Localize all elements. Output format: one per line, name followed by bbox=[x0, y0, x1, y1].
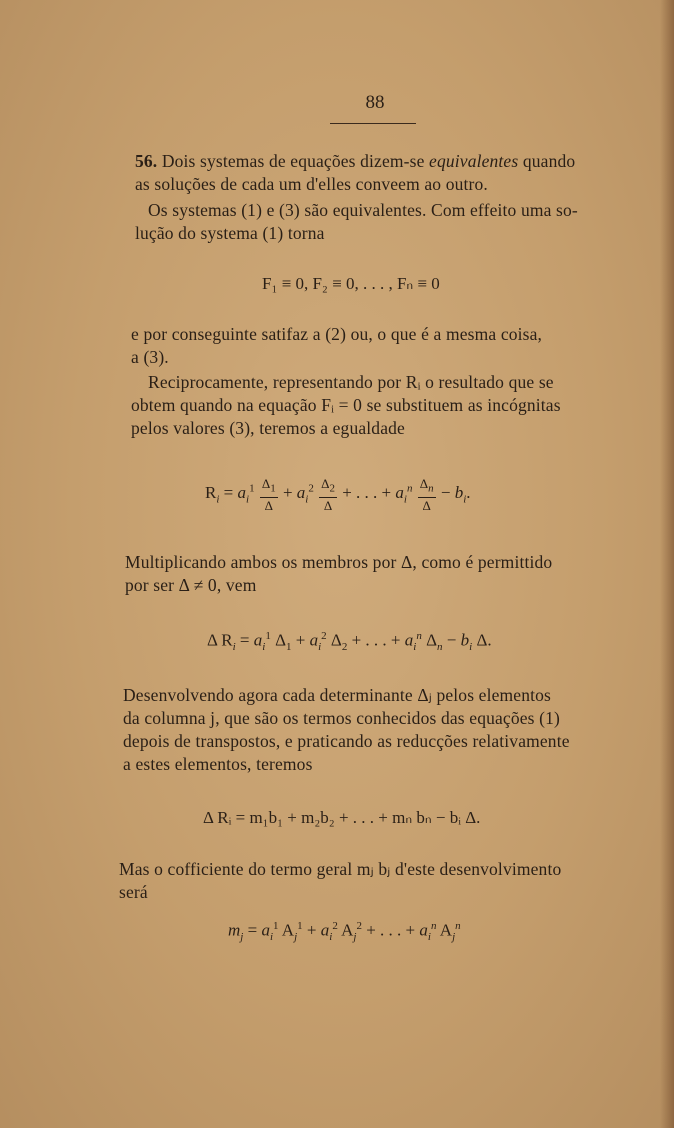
equation-3: Δ $R_i = a_i^1$ $\Delta_1 + a_i^2$ $\Delta_2$ + . . . + $a_i^n$ $\Delta_n - b_i$ Δ. bbox=[207, 630, 492, 654]
page-number-rule bbox=[330, 123, 416, 124]
paragraph-6: Desenvolvendo agora cada determinante Δⱼ pelos elementos da columna j, que são os termos conhecidos das equações (1) depois de transpostos, e praticando as reducções relativamente a estes elementos, teremos bbox=[123, 685, 570, 774]
equation-4: Δ Rᵢ = m₁b₁ + m₂b₂ + . . . + mₙ bₙ − bᵢ Δ. bbox=[203, 808, 481, 827]
emphasis-term: equivalentes bbox=[429, 151, 519, 171]
page-edge-shadow bbox=[660, 0, 674, 1128]
section-number: 56. bbox=[135, 151, 158, 171]
equation-1: F₁ ≡ 0, F₂ ≡ 0, . . . , Fₙ ≡ 0 bbox=[262, 274, 440, 293]
paragraph-4: Reciprocamente, representando por Rᵢ o resultado que se obtem quando na equação Fᵢ = 0 se substituem as incógnitas pelos valores (3), teremos a egualdade bbox=[131, 372, 561, 438]
equation-2: $R_i = a_i^1$ $\frac{\Delta_1}{\Delta}$ + $a_i^2$ $\frac{\Delta_2}{\Delta}$ + . . . + $a_i^n$ $\frac{\Delta_n}{\Delta}$ − $b_i$. bbox=[205, 476, 471, 513]
paragraph-7: Mas o cofficiente do termo geral mⱼ bⱼ d'este desenvolvimento será bbox=[119, 859, 562, 902]
paragraph-2: Os systemas (1) e (3) são equivalentes. Com effeito uma so- lução do systema (1) torna bbox=[135, 200, 578, 243]
page-number: 88 bbox=[365, 92, 385, 113]
paragraph-5: Multiplicando ambos os membros por Δ, como é permittido por ser Δ ≠ 0, vem bbox=[125, 552, 553, 595]
paragraph-56-line-1: 56. Dois systemas de equações dizem-se equivalentes quando bbox=[135, 151, 576, 171]
paragraph-3: e por conseguinte satifaz a (2) ou, o que é a mesma coisa, a (3). bbox=[131, 324, 543, 367]
paragraph-56 bbox=[135, 150, 575, 196]
paragraph-56-line-2: as soluções de cada um d'elles conveem ao outro. bbox=[135, 174, 488, 194]
equation-5: $m_j = a_i^1$ $A_j^1 + a_i^2$ $A_j^2$ + . . . + $a_i^n$ $A_j^n$ bbox=[228, 920, 461, 944]
